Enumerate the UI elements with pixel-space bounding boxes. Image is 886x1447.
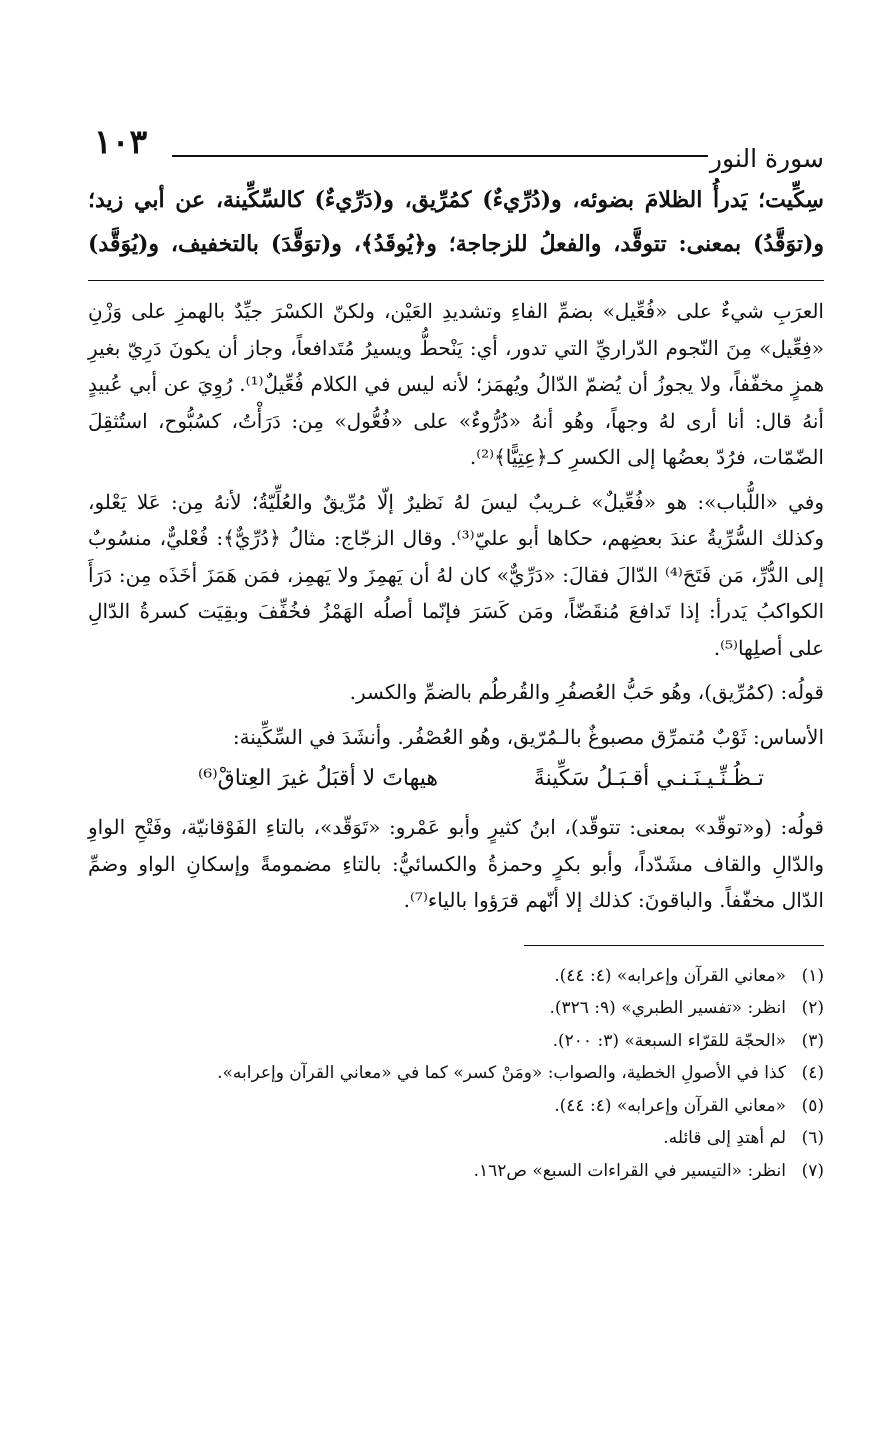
quran-line: و(توَقَّدُ) بمعنى: تتوقَّد، والفعلُ للزجاجة؛ و﴿يُوقَدُ﴾، و(توَقَّدَ) بالتخفيف، و(يُوَقَّد) xyxy=(88,231,824,257)
section-divider xyxy=(88,280,824,281)
commentary-paragraph xyxy=(88,674,824,711)
commentary-paragraph xyxy=(88,719,824,756)
footnote xyxy=(88,1155,824,1188)
footnote-text: «الحجّة للقرّاء السبعة» (٣: ٢٠٠). xyxy=(552,1030,786,1051)
footnote-rule xyxy=(524,945,824,946)
footnote-rule-wrap xyxy=(88,927,824,946)
footnote-text: كذا في الأصولِ الخطية، والصواب: «ومَنْ كسر» كما في «معاني القرآن وإعرابه». xyxy=(217,1063,786,1083)
footnote-number: (١) xyxy=(801,965,824,986)
footnote-text: «معاني القرآن وإعرابه» (٤: ٤٤). xyxy=(554,965,786,986)
page-number: ١٠٣ xyxy=(94,122,148,161)
quran-text-block xyxy=(88,178,824,266)
footnote xyxy=(88,1057,824,1090)
poetry-first-hemistich: تـظُـنِّـيـنَـنـي أقـبَـلُ سَكِّينةً xyxy=(533,766,764,791)
footnote-text: انظر: «تفسير الطبري» (٩: ٣٢٦). xyxy=(549,998,786,1018)
paragraph-text: العرَبِ شيءٌ على «فُعِّيل» بضمِّ الفاءِ وتشديدِ العَيْن، ولكنّ الكسْرَ جيِّدٌ بالهمزِ على وَزْنِ «فِعِّيل» مِنَ النّجوم الدّراريِّ التي تدور، أي: يَنْحطُّ ويسيرُ مُتَدافعاً، وجاز أن يكونَ دَرِيّ بغيرِ همزٍ مخفّفاً، ولا يجوزُ أن يُضمّ الدّالُ ويُهمَز؛ لأنه ليس في الكلام فُعِّيلٌ⁽¹⁾. رُوِيَ عن أبي عُبيدٍ أنهُ قال: أنا أرى لهُ وجهاً، وهُو أنهُ «دُرُّوءٌ» على «فُعُّول» مِن: دَرَأْتُ، كسُبُّوح، استُثقِلَ الضّمّات، فرُدّ بعضُها إلى الكسرِ كـ﴿عِتِيًّا﴾⁽²⁾. xyxy=(88,299,824,469)
poetry-verse xyxy=(88,757,824,799)
footnote xyxy=(88,1025,824,1058)
footnote-number: (٢) xyxy=(801,998,824,1018)
footnote-number: (٥) xyxy=(801,1095,824,1116)
footnote-text: «معاني القرآن وإعرابه» (٤: ٤٤). xyxy=(554,1095,786,1116)
header-rule xyxy=(172,155,708,157)
footnote-text: انظر: «التيسير في القراءات السبع» ص١٦٢. xyxy=(473,1160,786,1181)
paragraph-text: الأساس: ثَوْبٌ مُتمرِّق مصبوغٌ بالـمُرّيق، وهُو العُصْفُر. وأنشَدَ في السِّكِّينة: xyxy=(232,724,824,749)
footnote xyxy=(88,960,824,993)
footnote xyxy=(88,1090,824,1123)
surah-title: سورة النور xyxy=(709,144,824,173)
footnote-number: (٣) xyxy=(801,1030,824,1051)
page xyxy=(88,118,824,1187)
footnotes xyxy=(88,960,824,1188)
footnote-number: (٤) xyxy=(801,1063,824,1083)
paragraph-text: وفي «اللُّباب»: هو «فُعِّيلٌ» غـريبٌ ليسَ لهُ نَظيرٌ إلّا مُرِّيقٌ والعُلِّيّةُ؛ لأنهُ مِن: عَلا يَعْلو، وكذلك السُّرِّيةُ عندَ بعضِهم، حكاها أبو عليّ⁽³⁾. وقال الزجّاج: مثالُ ﴿دُرِّيٌّ﴾: فُعْليٌّ، منسُوبٌ إلى الدُّرِّ، مَن فَتَحَ⁽⁴⁾ الدّالَ فقالَ: «دَرِّيٌّ» كان لهُ أن يَهمِزَ ولا يَهمِز، فمَن هَمَزَ أخَذَه مِن: دَرَأَ الكواكبُ يَدرأ: إذا تَدافعَ مُنقَضّاً، ومَن كَسَرَ فإنّما أصلُه الهَمْزُ فخُفِّفَ وبقِيَت كسرةُ الدّالِ على أصلِها⁽⁵⁾. xyxy=(88,489,825,660)
poetry-second-hemistich: هيهاتَ لا أقبَلُ غيرَ العِتاقْ⁽⁶⁾ xyxy=(198,766,439,791)
footnote-number: (٦) xyxy=(801,1128,824,1148)
commentary-paragraph xyxy=(88,809,824,919)
quran-line: سِكِّيت؛ يَدرأُ الظلامَ بضوئه، و(دُرِّيءٌ) كمُرِّيق، و(دَرِّيءٌ) كالسِّكِّينة، عن أبي زيد؛ xyxy=(88,187,824,213)
commentary-paragraph xyxy=(88,293,824,476)
page-header xyxy=(88,118,824,176)
footnote-text: لم أهتدِ إلى قائله. xyxy=(663,1128,786,1148)
commentary-paragraph xyxy=(88,484,824,667)
footnote-number: (٧) xyxy=(801,1160,824,1181)
footnote xyxy=(88,1122,824,1155)
paragraph-text: قولُه: (كمُرِّيق)، وهُو حَبُّ العُصفُرِ والقُرطُم بالضمِّ والكسر. xyxy=(349,680,824,704)
paragraph-text: قولُه: (و«توقّد» بمعنى: تتوقّد)، ابنُ كثيرٍ وأبو عَمْرو: «تَوَقّد»، بالتاءِ الفَوْقانيّة، وفَتْحِ الواوِ والدّالِ والقاف مشَدّداً، وأبو بكرٍ وحمزةُ والكسائيُّ: بالتاءِ مضمومةً وإسكانِ الواو وضمِّ الدّال مخفّفاً. والباقونَ: كذلك إلا أنّهم قرَؤوا بالياء⁽⁷⁾. xyxy=(88,815,824,912)
footnote xyxy=(88,992,824,1025)
